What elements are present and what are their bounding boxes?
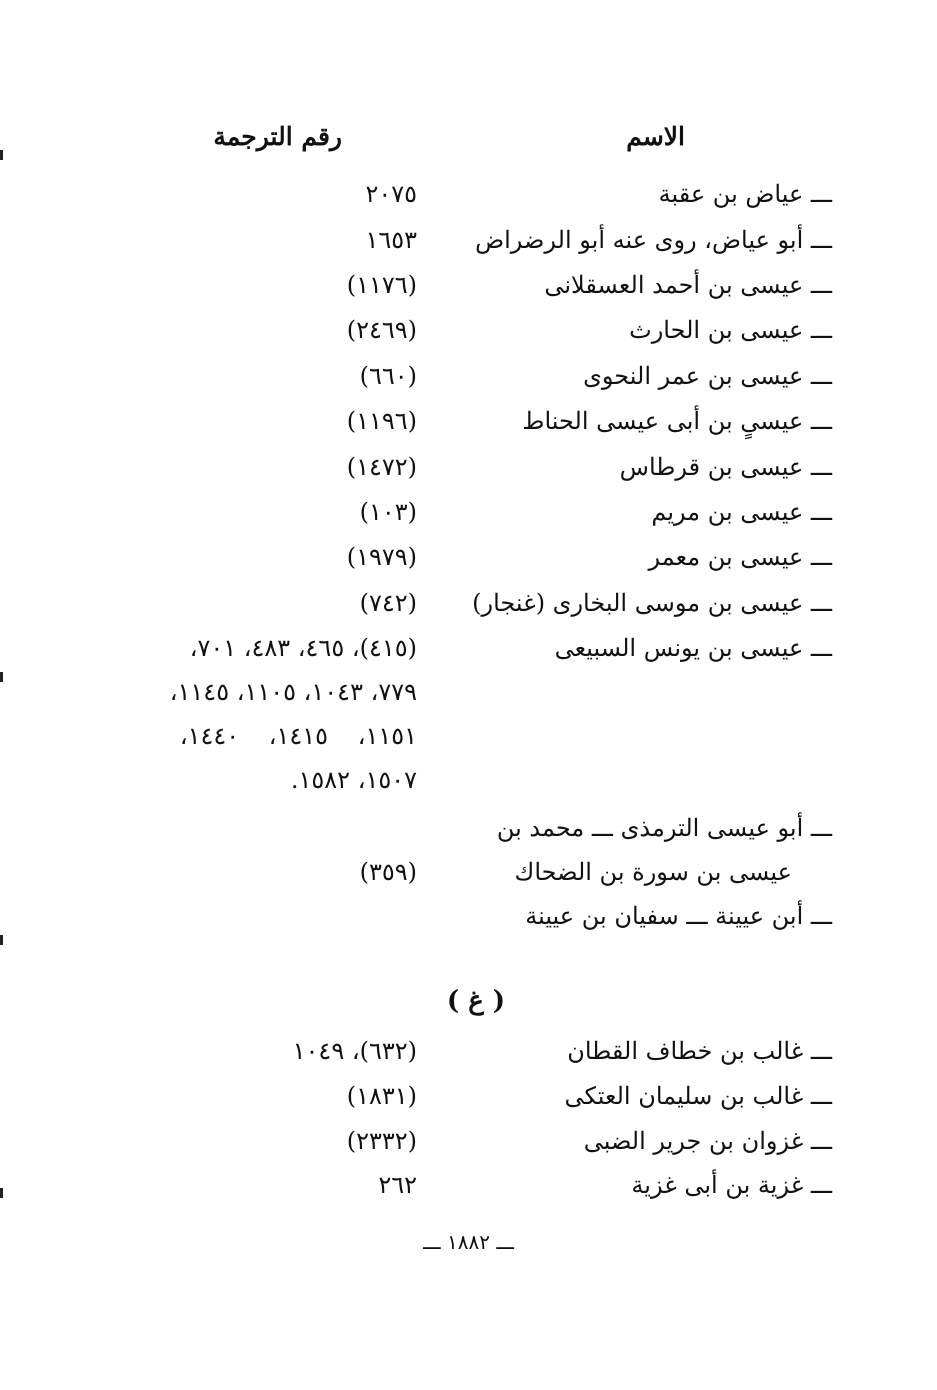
index-entry [0,399,937,443]
entry-name: ـــ أبو عياض، روى عنه أبو الرضراض [475,226,832,254]
column-header-name: الاسم [626,122,685,151]
index-entry [0,445,937,489]
entry-name: ـــ عيسى بن عمر النحوى [583,362,832,390]
entry-name: ـــ غالب بن سليمان العتكى [564,1082,832,1110]
index-entry [0,263,937,307]
entry-number: (١٠٣) [359,498,417,526]
index-entry [0,806,937,850]
entry-number: (٤١٥)، ٤٦٥، ٤٨٣، ٧٠١، [189,634,417,662]
index-entry [0,1029,937,1073]
entry-number: (٦٣٢)، ١٠٤٩ [292,1037,417,1065]
entry-number: ٢٦٢ [378,1171,417,1199]
scan-edge-mark [0,672,3,682]
scan-edge-mark [0,150,3,160]
scan-edge-mark [0,935,3,945]
entry-number: (١١٧٦) [346,271,417,299]
entry-name: ـــ عيسى بن الحارث [629,316,832,344]
entry-number: (٦٦٠) [359,362,417,390]
column-header-number: رقم الترجمة [213,122,342,151]
entry-name: ـــ غزية بن أبى غزية [631,1171,832,1199]
index-entry [0,1074,937,1118]
entry-name: ـــ عيسىٍ بن أبى عيسى الحناط [522,407,832,435]
entry-number: (٧٤٢) [359,589,417,617]
entry-name: ـــ عيسى بن أحمد العسقلانى [544,271,832,299]
entry-number: (١٨٣١) [346,1082,417,1110]
index-entry-continuation [0,670,937,714]
index-entry-continuation [0,850,937,894]
entry-number: ١٦٥٣ [365,226,417,254]
index-entry-continuation [0,714,937,758]
index-entry [0,535,937,579]
entry-name: ـــ أبن عيينة ـــ سفيان بن عيينة [525,902,832,930]
entry-number: (٢٤٦٩) [346,316,417,344]
index-entry [0,1119,937,1163]
index-entry [0,218,937,262]
index-entry [0,1163,937,1207]
entry-name: ـــ عيسى بن معمر [648,543,832,571]
entry-name: ـــ عيسى بن موسى البخارى (غنجار) [472,589,832,617]
entry-name: ـــ أبو عيسى الترمذى ـــ محمد بن [496,814,832,842]
index-entry [0,894,937,938]
entry-number: (٢٣٣٢) [346,1127,417,1155]
entry-number: ١١٥١، ١٤١٥، ١٤٤٠، [179,722,417,750]
entry-number: ٢٠٧٥ [365,180,417,208]
entry-number: (٣٥٩) [359,858,417,886]
index-entry [0,490,937,534]
entry-name: عيسى بن سورة بن الضحاك [514,858,792,886]
entry-number: ٧٧٩، ١٠٤٣، ١١٠٥، ١١٤٥، [169,678,417,706]
section-heading-text: ( غ ) [446,986,506,1016]
index-entry [0,626,937,670]
section-heading [0,986,937,1016]
entry-name: ـــ غزوان بن جرير الضبى [583,1127,832,1155]
entry-name: ـــ عياض بن عقبة [658,180,832,208]
entry-name: ـــ عيسى بن يونس السبيعى [554,634,832,662]
index-entry [0,172,937,216]
entry-name: ـــ عيسى بن قرطاس [619,453,832,481]
entry-name: ـــ غالب بن خطاف القطان [567,1037,832,1065]
entry-number: (١١٩٦) [346,407,417,435]
entry-number: ١٥٠٧، ١٥٨٢. [290,766,417,794]
index-entry [0,308,937,352]
index-entry [0,354,937,398]
index-entry [0,581,937,625]
page-number: ـــ ١٨٨٢ ـــ [423,1230,514,1254]
entry-number: (١٩٧٩) [346,543,417,571]
entry-name: ـــ عيسى بن مريم [651,498,832,526]
index-entry-continuation [0,758,937,802]
entry-number: (١٤٧٢) [346,453,417,481]
scan-edge-mark [0,1188,3,1198]
